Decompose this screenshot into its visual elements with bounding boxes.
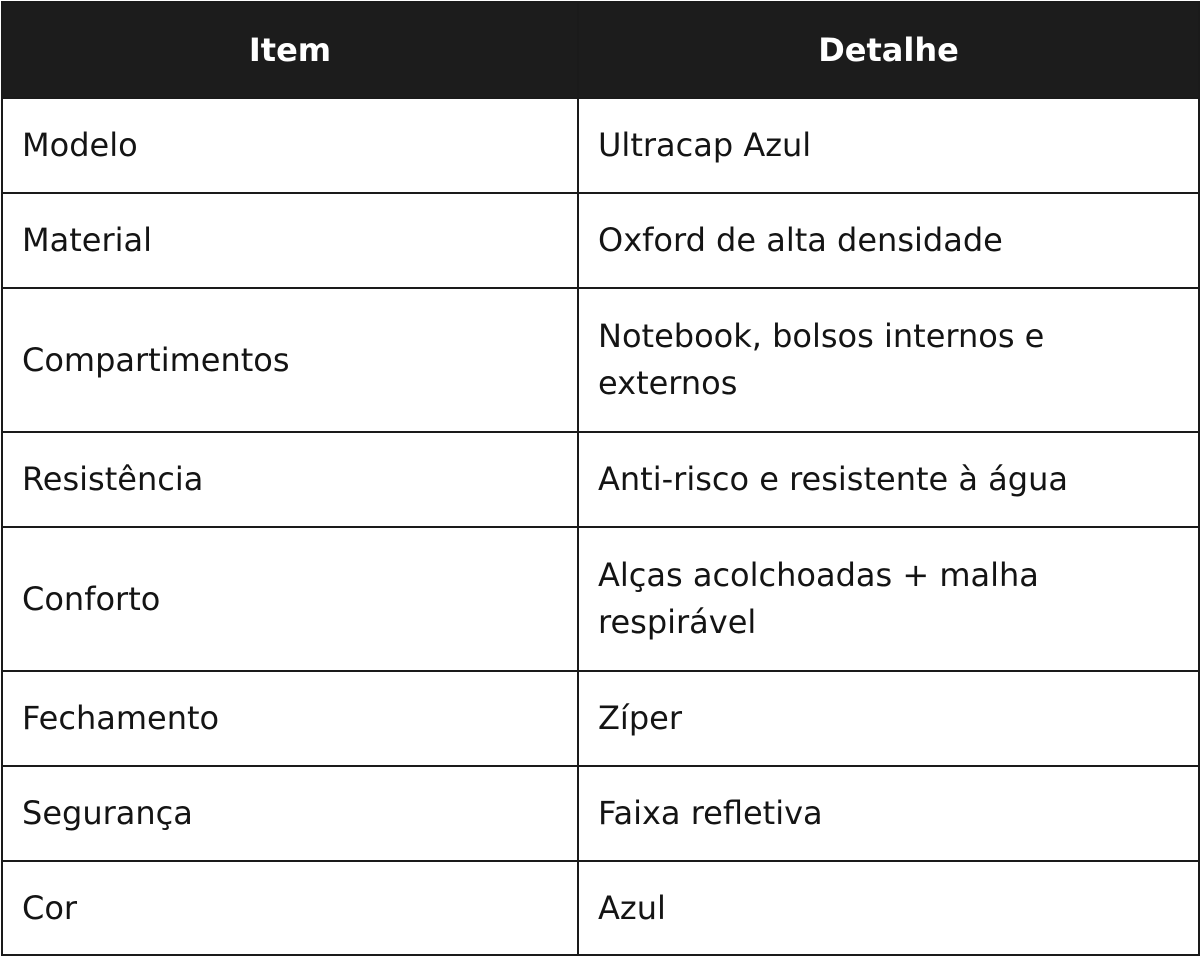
table-row	[2, 193, 1199, 288]
detail-cell: Faixa refletiva	[578, 766, 1199, 861]
table-row	[2, 432, 1199, 527]
detail-cell: Ultracap Azul	[578, 98, 1199, 193]
table-row	[2, 766, 1199, 861]
column-header-detail: Detalhe	[578, 2, 1199, 98]
table-row	[2, 98, 1199, 193]
table-row	[2, 861, 1199, 955]
item-cell: Modelo	[2, 98, 578, 193]
detail-cell: Azul	[578, 861, 1199, 955]
item-cell: Resistência	[2, 432, 578, 527]
item-cell: Material	[2, 193, 578, 288]
item-cell: Conforto	[2, 527, 578, 671]
detail-cell: Zíper	[578, 671, 1199, 766]
item-cell: Segurança	[2, 766, 578, 861]
detail-cell: Notebook, bolsos internos e externos	[578, 288, 1199, 432]
detail-cell: Oxford de alta densidade	[578, 193, 1199, 288]
specs-table	[1, 1, 1200, 956]
detail-cell: Alças acolchoadas + malha respirável	[578, 527, 1199, 671]
item-cell: Fechamento	[2, 671, 578, 766]
detail-cell: Anti-risco e resistente à água	[578, 432, 1199, 527]
item-cell: Cor	[2, 861, 578, 955]
table-row	[2, 671, 1199, 766]
item-cell: Compartimentos	[2, 288, 578, 432]
table-row	[2, 527, 1199, 671]
table-header-row	[2, 2, 1199, 98]
column-header-item: Item	[2, 2, 578, 98]
table-row	[2, 288, 1199, 432]
